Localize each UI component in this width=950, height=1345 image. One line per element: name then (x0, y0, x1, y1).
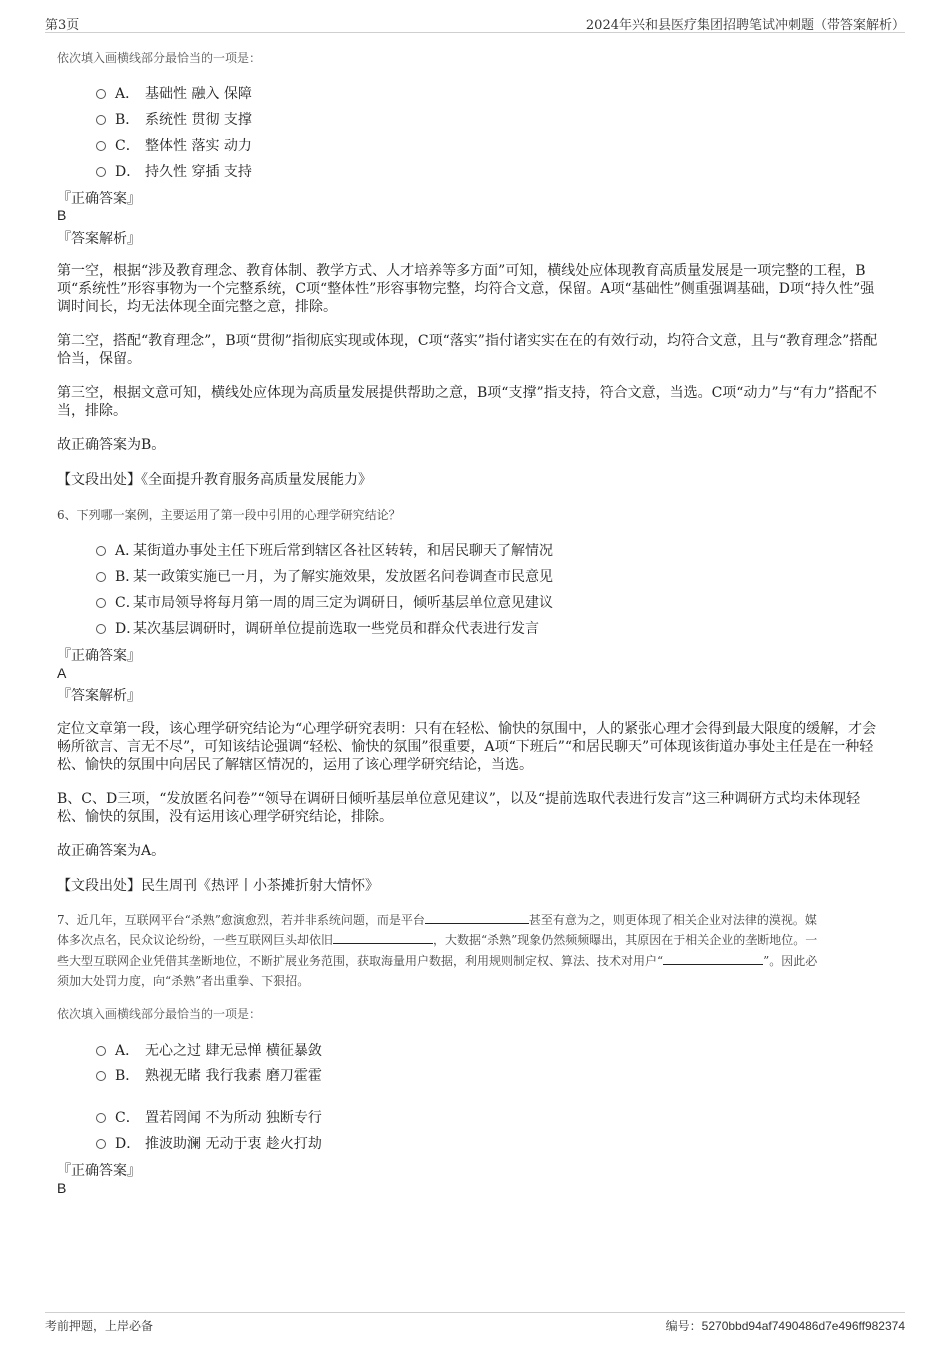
code-value: 5270bbd94af7490486d7e496ff982374 (701, 1319, 905, 1333)
radio-icon[interactable] (96, 141, 106, 151)
q7-text: 些大型互联网企业凭借其垄断地位，不断扩展业务范围，获取海量用户数据，利用规则制定权、算法、技术对用户“ (57, 954, 664, 968)
q7-question-line-2 (57, 931, 817, 948)
q7-text: 体多次点名，民众议论纷纷，一些互联网巨头却依旧 (57, 933, 334, 947)
q6-option-a[interactable] (96, 540, 553, 560)
q7-text: ”。因此必 (763, 954, 818, 968)
q7-text: 7、近几年，互联网平台“杀熟”愈演愈烈，若并非系统问题，而是平台 (57, 913, 425, 927)
answer-blank (663, 953, 763, 965)
radio-icon[interactable] (96, 572, 106, 582)
option-letter: D． (115, 164, 141, 180)
q7-question-line-4: 须加大处罚力度，向“杀熟”者出重拳、下狠招。 (57, 974, 310, 988)
option-letter: C． (115, 595, 140, 611)
option-text: 某一政策实施已一月，为了解实施效果，发放匿名问卷调查市民意见 (133, 569, 553, 585)
option-letter: C． (115, 138, 140, 154)
option-text: 整体性 落实 动力 (145, 138, 252, 154)
page-header (45, 12, 905, 33)
answer-blank (425, 912, 529, 924)
radio-icon[interactable] (96, 1113, 106, 1123)
q6-option-d[interactable] (96, 618, 539, 638)
q7-answer: B (57, 1180, 67, 1196)
q7-answer-label: 『正确答案』 (57, 1163, 141, 1179)
option-letter: B． (115, 1068, 140, 1084)
option-letter: A． (115, 543, 140, 559)
radio-icon[interactable] (96, 1071, 106, 1081)
radio-icon[interactable] (96, 167, 106, 177)
q5-analysis-label: 『答案解析』 (57, 231, 141, 247)
option-text: 某次基层调研时，调研单位提前选取一些党员和群众代表进行发言 (133, 621, 539, 637)
q7-question-line-1 (57, 911, 817, 928)
q5-prompt: 依次填入画横线部分最恰当的一项是： (57, 51, 262, 65)
q5-option-c[interactable] (96, 135, 252, 155)
q6-option-b[interactable] (96, 566, 553, 586)
q5-option-a[interactable] (96, 83, 252, 103)
q5-answer-label: 『正确答案』 (57, 191, 141, 207)
radio-icon[interactable] (96, 115, 106, 125)
option-text: 某市局领导将每月第一周的周三定为调研日，倾听基层单位意见建议 (133, 595, 553, 611)
option-text: 持久性 穿插 支持 (145, 164, 252, 180)
radio-icon[interactable] (96, 624, 106, 634)
option-text: 基础性 融入 保障 (145, 86, 252, 102)
q5-option-b[interactable] (96, 109, 252, 129)
q5-analysis-conclusion: 故正确答案为B。 (57, 437, 166, 453)
q7-prompt: 依次填入画横线部分最恰当的一项是： (57, 1007, 262, 1021)
option-letter: A． (115, 86, 140, 102)
radio-icon[interactable] (96, 1139, 106, 1149)
q7-option-c[interactable] (96, 1107, 322, 1127)
option-letter: D． (115, 621, 141, 637)
q6-answer-label: 『正确答案』 (57, 648, 141, 664)
radio-icon[interactable] (96, 598, 106, 608)
q6-analysis-paragraph-2: B、C、D三项，“发放匿名问卷”“领导在调研日倾听基层单位意见建议”，以及“提前选取代表进行发言”这三种调研方式均未体现轻松、愉快的氛围，没有运用该心理学研究结论，排除。 (57, 791, 861, 825)
radio-icon[interactable] (96, 89, 106, 99)
footer-slogan: 考前押题，上岸必备 (45, 1319, 154, 1333)
page-footer (45, 1312, 905, 1333)
code-label: 编号： (665, 1319, 702, 1333)
q5-answer: B (57, 207, 67, 223)
radio-icon[interactable] (96, 1046, 106, 1056)
option-text: 无心之过 肆无忌惮 横征暴敛 (145, 1043, 322, 1059)
q5-option-d[interactable] (96, 161, 252, 181)
q7-option-b[interactable] (96, 1065, 322, 1085)
q6-analysis-label: 『答案解析』 (57, 688, 141, 704)
q7-option-d[interactable] (96, 1133, 322, 1153)
option-letter: C． (115, 1110, 140, 1126)
q5-analysis-paragraph-2: 第二空，搭配“教育理念”，B项“贯彻”指彻底实现或体现，C项“落实”指付诸实实在在的有效行动，均符合文意，且与“教育理念”搭配恰当，保留。 (57, 333, 878, 367)
answer-blank (333, 932, 433, 944)
radio-icon[interactable] (96, 546, 106, 556)
option-text: 熟视无睹 我行我素 磨刀霍霍 (145, 1068, 322, 1084)
q5-analysis-paragraph-3: 第三空，根据文意可知，横线处应体现为高质量发展提供帮助之意，B项“支撑”指支持，符合文意，当选。C项“动力”与“有力”搭配不当，排除。 (57, 385, 877, 419)
q7-question-line-3 (57, 952, 817, 969)
document-title: 2024年兴和县医疗集团招聘笔试冲刺题（带答案解析） (585, 18, 905, 33)
option-letter: B． (115, 112, 140, 128)
option-text: 系统性 贯彻 支撑 (145, 112, 252, 128)
option-letter: D． (115, 1136, 141, 1152)
q7-text: ，大数据“杀熟”现象仍然频频曝出，其原因在于相关企业的垄断地位。一 (433, 933, 818, 947)
q5-analysis-paragraph-1: 第一空，根据“涉及教育理念、教育体制、教学方式、人才培养等多方面”可知，横线处应体现教育高质量发展是一项完整的工程，B项“系统性”形容事物为一个完整系统，C项“整体性”形容事物完整，均符合文意，保留。A项“基础性”侧重强调基础，D项“持久性”强调时间长，均无法体现全面完整之意，排除。 (57, 263, 875, 315)
option-letter: B． (115, 569, 140, 585)
q5-source: 【文段出处】《全面提升教育服务高质量发展能力》 (57, 472, 372, 488)
q6-analysis-conclusion: 故正确答案为A。 (57, 843, 166, 859)
q6-option-c[interactable] (96, 592, 553, 612)
q6-question: 6、下列哪一案例，主要运用了第一段中引用的心理学研究结论？ (57, 508, 401, 522)
option-text: 置若罔闻 不为所动 独断专行 (145, 1110, 322, 1126)
q7-text: 甚至有意为之，则更体现了相关企业对法律的漠视。媒 (528, 913, 817, 927)
page-number: 第3页 (45, 18, 80, 33)
q7-option-a[interactable] (96, 1040, 322, 1060)
q6-answer: A (57, 665, 67, 681)
q6-analysis-paragraph-1: 定位文章第一段，该心理学研究结论为“心理学研究表明：只有在轻松、愉快的氛围中，人的紧张心理才会得到最大限度的缓解，才会畅所欲言、言无不尽”，可知该结论强调“轻松、愉快的氛围”很重要，A项“下班后”“和居民聊天”可体现该街道办事处主任是在一种轻松、愉快的氛围中向居民了解辖区情况的，运用了该心理学研究结论，当选。 (57, 721, 877, 773)
option-text: 某街道办事处主任下班后常到辖区各社区转转，和居民聊天了解情况 (133, 543, 553, 559)
option-text: 推波助澜 无动于衷 趁火打劫 (145, 1136, 322, 1152)
q6-source: 【文段出处】民生周刊《热评丨小茶摊折射大情怀》 (57, 878, 379, 894)
document-code (666, 1317, 905, 1334)
option-letter: A． (115, 1043, 140, 1059)
